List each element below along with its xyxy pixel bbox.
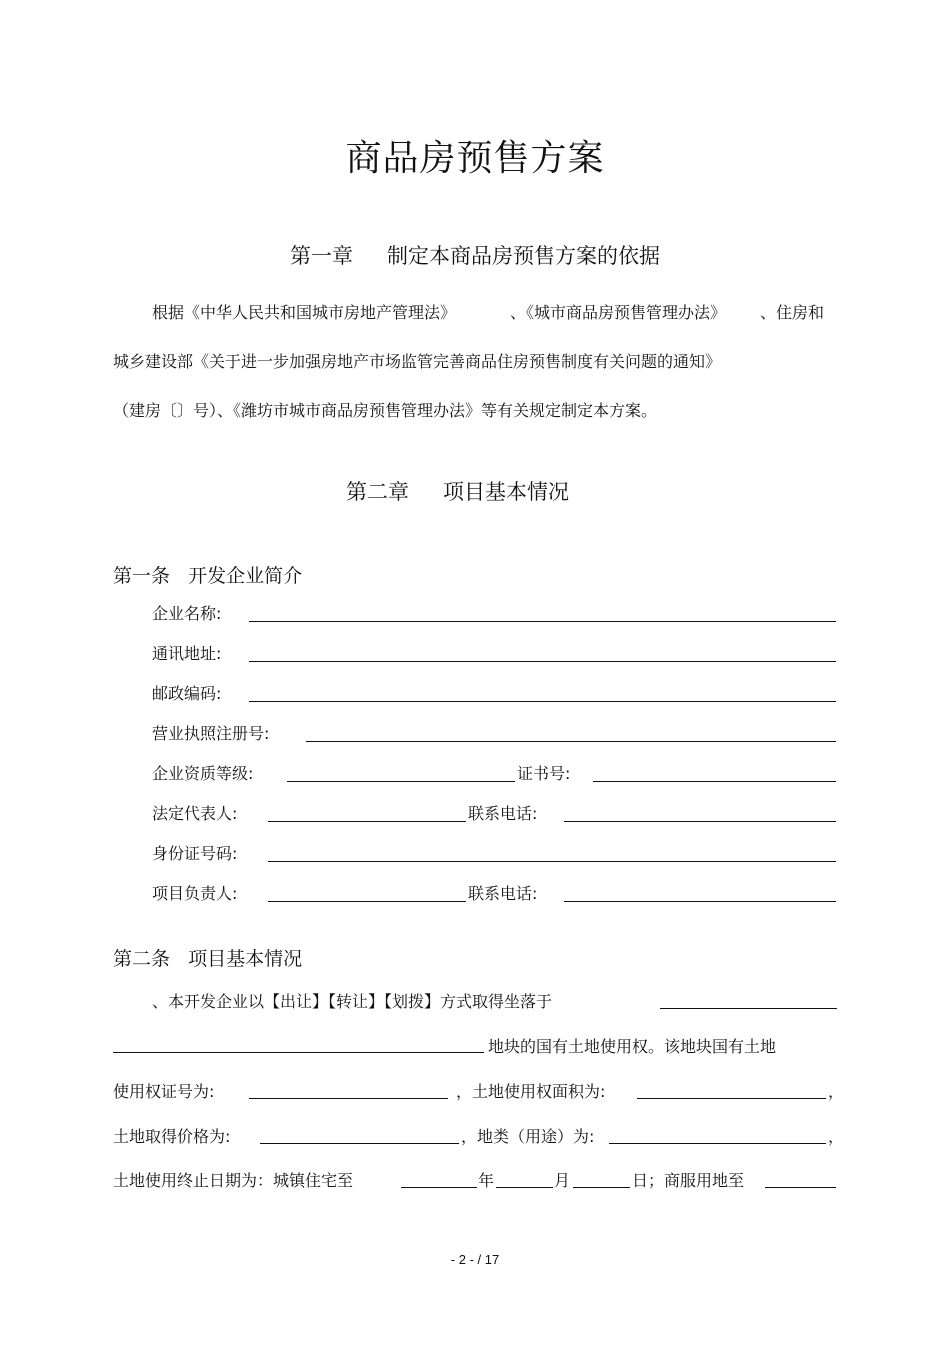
- postcode-label: 邮政编码:: [152, 684, 222, 703]
- project-lead-label: 项目负责人:: [152, 884, 238, 903]
- end-date-label: 土地使用终止日期为：城镇住宅至: [113, 1171, 354, 1190]
- license-label: 营业执照注册号:: [152, 724, 270, 743]
- address-label: 通讯地址:: [152, 644, 222, 663]
- license-blank[interactable]: [306, 741, 836, 742]
- address-blank[interactable]: [249, 661, 836, 662]
- location-blank-1[interactable]: [660, 1008, 837, 1009]
- article-1-heading: 第一条 开发企业简介: [113, 565, 303, 587]
- residential-year-blank[interactable]: [401, 1187, 477, 1188]
- land-use-label: ，地类（用途）为:: [461, 1127, 595, 1146]
- month-label: 月: [554, 1171, 571, 1190]
- phone1-label: 联系电话:: [468, 804, 538, 823]
- postcode-blank[interactable]: [249, 701, 836, 702]
- legal-rep-label: 法定代表人:: [152, 804, 238, 823]
- residential-day-blank[interactable]: [573, 1187, 630, 1188]
- cert-no-blank[interactable]: [593, 781, 836, 782]
- chapter-1-title: 制定本商品房预售方案的依据: [387, 244, 660, 268]
- legal-rep-blank[interactable]: [268, 821, 466, 822]
- company-name-blank[interactable]: [249, 621, 836, 622]
- chapter-2-number: 第二章: [346, 480, 409, 504]
- page-number: - 2 - / 17: [450, 1252, 500, 1267]
- art2-line1: 、本开发企业以【出让】【转让】【划拨】方式取得坐落于: [152, 992, 553, 1011]
- comma-1: ，: [828, 1082, 845, 1101]
- comma-2: ，: [828, 1127, 845, 1146]
- para1-line3: （建房〔〕号）、《潍坊市城市商品房预售管理办法》等有关规定制定本方案。: [113, 401, 658, 420]
- phone2-label: 联系电话:: [468, 884, 538, 903]
- commercial-year-blank[interactable]: [765, 1187, 836, 1188]
- land-area-label: ，土地使用权面积为:: [456, 1082, 606, 1101]
- residential-month-blank[interactable]: [496, 1187, 553, 1188]
- chapter-2-heading: [346, 476, 569, 506]
- document-title: 商品房预售方案: [345, 138, 605, 179]
- article-2-heading: 第二条 项目基本情况: [113, 948, 303, 970]
- phone1-blank[interactable]: [564, 821, 836, 822]
- phone2-blank[interactable]: [564, 901, 836, 902]
- para1-line2: 城乡建设部《关于进一步加强房地产市场监管完善商品住房预售制度有关问题的通知》: [113, 352, 722, 371]
- land-price-label: 土地取得价格为:: [113, 1127, 231, 1146]
- id-no-label: 身份证号码:: [152, 844, 238, 863]
- chapter-1-heading: [0, 240, 950, 270]
- project-lead-blank[interactable]: [268, 901, 466, 902]
- land-area-blank[interactable]: [637, 1098, 826, 1099]
- para1-line1b: 、《城市商品房预售管理办法》: [510, 303, 727, 322]
- para1-line1a: 根据《中华人民共和国城市房地产管理法》: [152, 303, 457, 322]
- year-label: 年: [478, 1171, 495, 1190]
- art2-line2: 地块的国有土地使用权。该地块国有土地: [488, 1037, 777, 1056]
- id-no-blank[interactable]: [268, 861, 836, 862]
- land-use-blank[interactable]: [609, 1143, 826, 1144]
- land-price-blank[interactable]: [260, 1143, 459, 1144]
- chapter-2-title: 项目基本情况: [443, 480, 569, 504]
- para1-line1c: 、住房和: [760, 303, 825, 322]
- qualification-blank[interactable]: [287, 781, 515, 782]
- company-name-label: 企业名称:: [152, 604, 222, 623]
- cert-number-label: 使用权证号为:: [113, 1082, 215, 1101]
- chapter-1-number: 第一章: [290, 244, 353, 268]
- qualification-label: 企业资质等级:: [152, 764, 254, 783]
- land-cert-blank[interactable]: [249, 1098, 448, 1099]
- commercial-label: 日；商服用地至: [632, 1171, 745, 1190]
- cert-no-label: 证书号:: [517, 764, 571, 783]
- location-blank-2[interactable]: [113, 1052, 484, 1053]
